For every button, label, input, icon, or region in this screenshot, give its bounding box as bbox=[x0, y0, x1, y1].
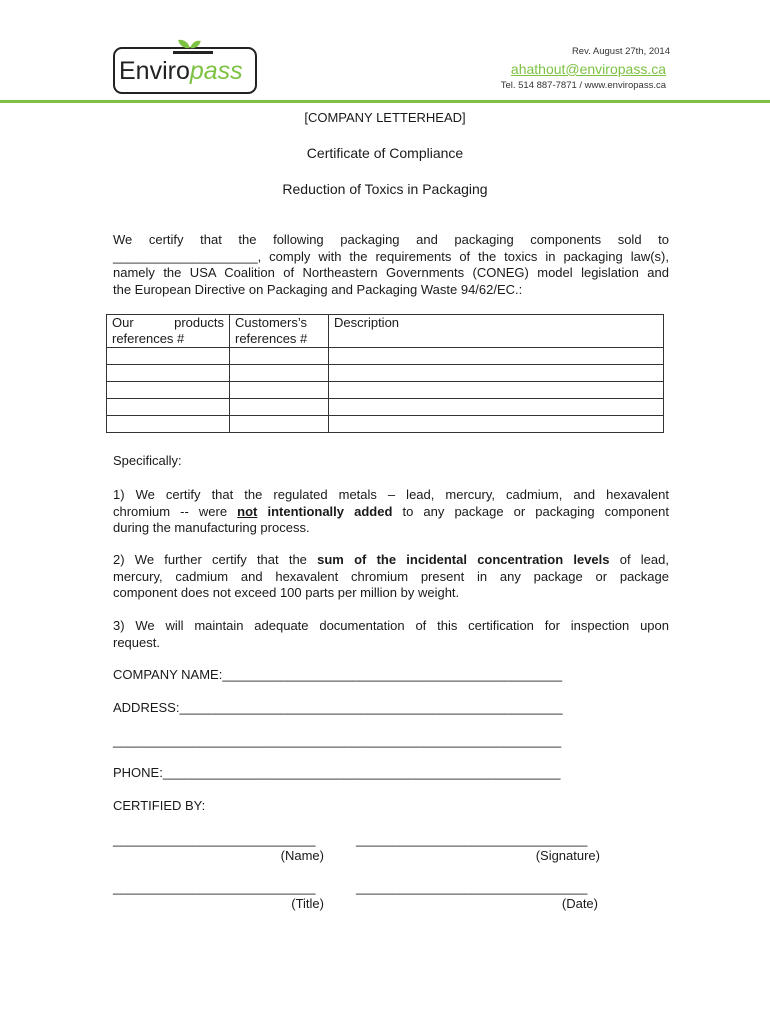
header-description: Description bbox=[329, 315, 664, 348]
intro-line-2: ____________________, comply with the requirements of the toxics in packaging law(s), bbox=[113, 248, 669, 264]
document-title: Certificate of Compliance bbox=[306, 145, 464, 161]
specifically-label: Specifically: bbox=[113, 453, 182, 468]
intro-paragraph bbox=[113, 232, 669, 298]
references-table bbox=[106, 314, 664, 433]
table-cell[interactable] bbox=[107, 399, 230, 416]
table-cell[interactable] bbox=[230, 399, 329, 416]
logo-bar bbox=[173, 51, 213, 54]
statement-3: 3) We will maintain adequate documentation of this certification for inspection upon request. bbox=[113, 618, 669, 650]
title-label: (Title) bbox=[291, 896, 324, 911]
intro-line-4: the European Directive on Packaging and Packaging Waste 94/62/EC.: bbox=[113, 281, 523, 297]
table-row[interactable] bbox=[107, 382, 664, 399]
table-cell[interactable] bbox=[329, 382, 664, 399]
certified-by-label: CERTIFIED BY: bbox=[113, 798, 206, 813]
table-cell[interactable] bbox=[107, 416, 230, 433]
statement-2: 2) We further certify that the sum of the incidental concentration levels of lead, mercury, cadmium and hexavalent chromium present in any package or package component does not exceed 100 parts per million by weight. bbox=[113, 552, 669, 600]
contact-phone-website: Tel. 514 887-7871 / www.enviropass.ca bbox=[500, 80, 666, 91]
phone-field[interactable]: PHONE:_______________________________________________________ bbox=[113, 765, 561, 780]
table-cell[interactable] bbox=[329, 416, 664, 433]
leaf-icon bbox=[190, 39, 200, 49]
name-line[interactable]: ____________________________ bbox=[113, 832, 316, 847]
address-field[interactable]: ADDRESS:_____________________________________________________ bbox=[113, 700, 563, 715]
date-line[interactable]: ________________________________ bbox=[356, 880, 588, 895]
revision-date: Rev. August 27th, 2014 bbox=[571, 46, 670, 57]
table-cell[interactable] bbox=[230, 416, 329, 433]
enviropass-logo bbox=[113, 47, 257, 94]
intro-line-3: namely the USA Coalition of Northeastern Governments (CONEG) model legislation and bbox=[113, 265, 669, 280]
statement-1: 1) We certify that the regulated metals – lead, mercury, cadmium, and hexavalent chromium -- were not intentionally added to any package or packaging component during the manufacturing process. bbox=[113, 487, 669, 535]
table-cell[interactable] bbox=[107, 365, 230, 382]
table-cell[interactable] bbox=[230, 348, 329, 365]
header-divider bbox=[0, 100, 770, 103]
document-subtitle: Reduction of Toxics in Packaging bbox=[282, 181, 488, 197]
header-customers-references: Customers’s references # bbox=[230, 315, 329, 348]
table-cell[interactable] bbox=[230, 382, 329, 399]
table-cell[interactable] bbox=[107, 382, 230, 399]
table-cell[interactable] bbox=[107, 348, 230, 365]
table-cell[interactable] bbox=[329, 348, 664, 365]
contact-email-link[interactable]: ahathout@enviropass.ca bbox=[510, 61, 666, 77]
table-row[interactable] bbox=[107, 399, 664, 416]
signature-label: (Signature) bbox=[535, 848, 600, 863]
address-line-2-field[interactable]: ______________________________________________________________ bbox=[113, 733, 562, 748]
logo-text: Enviropass bbox=[119, 57, 243, 85]
table-row[interactable] bbox=[107, 416, 664, 433]
table-cell[interactable] bbox=[329, 399, 664, 416]
table-row[interactable] bbox=[107, 348, 664, 365]
name-label: (Name) bbox=[280, 848, 324, 863]
intro-line-1: We certify that the following packaging and packaging components sold to bbox=[113, 232, 669, 247]
date-label: (Date) bbox=[561, 896, 598, 911]
signature-line[interactable]: ________________________________ bbox=[356, 832, 588, 847]
leaf-icon bbox=[178, 38, 190, 50]
company-letterhead-placeholder: [COMPANY LETTERHEAD] bbox=[304, 110, 466, 125]
table-row[interactable] bbox=[107, 365, 664, 382]
table-cell[interactable] bbox=[329, 365, 664, 382]
company-name-field[interactable]: COMPANY NAME:_______________________________________________ bbox=[113, 667, 563, 682]
table-header-row bbox=[107, 315, 664, 348]
table-cell[interactable] bbox=[230, 365, 329, 382]
header-our-products: Our products references # bbox=[107, 315, 230, 348]
title-line[interactable]: ____________________________ bbox=[113, 880, 316, 895]
